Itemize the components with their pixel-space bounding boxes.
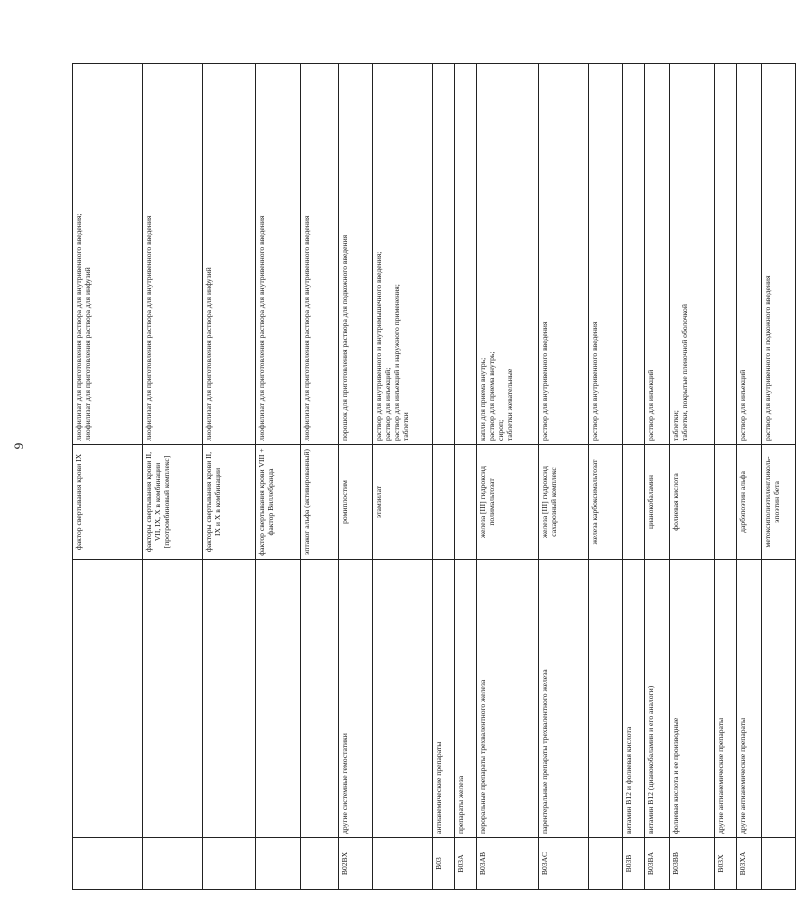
group-name-cell: другие антианемические препараты	[737, 560, 762, 838]
table-row	[477, 64, 539, 890]
drug-name-cell: дарбэпоэтин альфа	[737, 445, 762, 560]
dosage-form-line: лиофилизат для приготовления раствора для внутривенного введения	[302, 215, 311, 441]
table-row	[373, 64, 433, 890]
dosage-form-cell	[623, 64, 645, 445]
atc-code-cell: B03AB	[477, 838, 539, 890]
table-row	[737, 64, 762, 890]
dosage-form-line: раствор для инъекций	[646, 369, 655, 441]
dosage-form-line: таблетки;	[671, 410, 680, 441]
drug-name-cell: метоксиполиэтиленгликоль-эпоэтин бета	[762, 445, 796, 560]
table-row	[203, 64, 256, 890]
dosage-form-line: таблетки, покрытые пленочной оболочкой	[679, 304, 689, 441]
dosage-form-line: лиофилизат для приготовления раствора для внутривенного введения	[257, 215, 266, 441]
dosage-form-cell	[737, 64, 762, 445]
dosage-form-line: раствор для приема внутрь;	[486, 351, 496, 441]
drug-name-cell	[715, 445, 737, 560]
atc-code-cell: B03B	[623, 838, 645, 890]
atc-code-cell: B03X	[715, 838, 737, 890]
atc-code-cell: B03XA	[737, 838, 762, 890]
group-name-cell	[301, 560, 339, 838]
table-row	[670, 64, 715, 890]
table-row	[645, 64, 670, 890]
atc-code-cell	[373, 838, 433, 890]
group-name-cell: препараты железа	[455, 560, 477, 838]
table-row	[762, 64, 796, 890]
drug-name-cell: фолиевая кислота	[670, 445, 715, 560]
atc-code-cell	[301, 838, 339, 890]
atc-code-cell	[73, 838, 143, 890]
table-row	[455, 64, 477, 890]
group-name-cell: витамин B12 (цианокобаламин и его аналоги)	[645, 560, 670, 838]
dosage-form-line: раствор для инъекций;	[382, 367, 392, 441]
group-name-cell	[143, 560, 203, 838]
drug-name-cell: фактор свертывания крови VIII + фактор Виллебранда	[256, 445, 301, 560]
dosage-form-line: раствор для внутривенного и внутримышечного введения;	[374, 251, 383, 441]
dosage-form-cell	[539, 64, 589, 445]
drug-name-cell: эптаког альфа (активированный)	[301, 445, 339, 560]
dosage-form-line: лиофилизат для приготовления раствора для инфузий	[204, 267, 213, 441]
atc-code-cell	[589, 838, 623, 890]
atc-code-cell: B03AC	[539, 838, 589, 890]
dosage-form-line: раствор для инъекций и наружного применения;	[391, 284, 401, 441]
group-name-cell: парентеральные препараты трехвалентного железа	[539, 560, 589, 838]
atc-code-cell: B03BA	[645, 838, 670, 890]
atc-code-cell	[143, 838, 203, 890]
table-row	[715, 64, 737, 890]
group-name-cell: другие системные гемостатики	[339, 560, 373, 838]
drug-name-cell: фактор свертывания крови IX	[73, 445, 143, 560]
dosage-form-cell	[301, 64, 339, 445]
drug-name-cell: железа [III] гидроксид полимальтозат	[477, 445, 539, 560]
drug-name-cell: цианокобаламин	[645, 445, 670, 560]
table-row	[339, 64, 373, 890]
dosage-form-cell	[143, 64, 203, 445]
group-name-cell	[762, 560, 796, 838]
dosage-form-line: таблетки жевательные	[504, 368, 514, 441]
drug-table	[72, 63, 796, 890]
group-name-cell: витамин B12 и фолиевая кислота	[623, 560, 645, 838]
group-name-cell	[203, 560, 256, 838]
group-name-cell	[256, 560, 301, 838]
dosage-form-cell	[339, 64, 373, 445]
table-row	[73, 64, 143, 890]
dosage-form-line: таблетки	[400, 412, 410, 441]
dosage-form-cell	[73, 64, 143, 445]
dosage-form-cell	[256, 64, 301, 445]
drug-name-cell: железа карбоксимальтозат	[589, 445, 623, 560]
drug-name-cell: факторы свертывания крови II, VII, IX, X в комбинации [протромбиновый комплекс]	[143, 445, 203, 560]
drug-name-cell: факторы свертывания крови II, IX и X в комбинации	[203, 445, 256, 560]
table-row	[589, 64, 623, 890]
dosage-form-line: раствор для внутривенного и подкожного введения	[763, 275, 772, 441]
group-name-cell: пероральные препараты трехвалентного железа	[477, 560, 539, 838]
group-name-cell	[589, 560, 623, 838]
dosage-form-line: лиофилизат для приготовления раствора для внутривенного введения;	[74, 213, 83, 441]
dosage-form-line: раствор для внутривенного введения	[590, 321, 599, 441]
dosage-form-cell	[715, 64, 737, 445]
dosage-form-cell	[455, 64, 477, 445]
drug-name-cell	[623, 445, 645, 560]
table-row	[623, 64, 645, 890]
dosage-form-cell	[477, 64, 539, 445]
drug-name-cell: этамзилат	[373, 445, 433, 560]
dosage-form-cell	[203, 64, 256, 445]
atc-code-cell	[256, 838, 301, 890]
atc-code-cell: B03BB	[670, 838, 715, 890]
table-row	[256, 64, 301, 890]
dosage-form-line: раствор для инъекций	[738, 369, 747, 441]
dosage-form-cell	[645, 64, 670, 445]
drug-name-cell: железа [III] гидроксид сахарозный комплекс	[539, 445, 589, 560]
drug-name-cell	[433, 445, 455, 560]
dosage-form-cell	[589, 64, 623, 445]
page-number: 9	[11, 442, 26, 450]
table-row	[301, 64, 339, 890]
dosage-form-cell	[433, 64, 455, 445]
group-name-cell: фолиевая кислота и ее производные	[670, 560, 715, 838]
dosage-form-line: лиофилизат для приготовления раствора для инфузий	[82, 267, 92, 441]
dosage-form-cell	[373, 64, 433, 445]
drug-table-container	[72, 64, 781, 890]
dosage-form-line: сироп;	[495, 419, 505, 441]
dosage-form-line: раствор для внутривенного введения	[540, 321, 549, 441]
table-row	[143, 64, 203, 890]
dosage-form-line: порошок для приготовления раствора для подкожного введения	[340, 234, 349, 441]
dosage-form-line: капли для приема внутрь;	[478, 357, 487, 441]
group-name-cell	[373, 560, 433, 838]
atc-code-cell: B02BX	[339, 838, 373, 890]
dosage-form-cell	[670, 64, 715, 445]
dosage-form-cell	[762, 64, 796, 445]
atc-code-cell	[762, 838, 796, 890]
table-row	[539, 64, 589, 890]
drug-name-cell: ромиплостим	[339, 445, 373, 560]
dosage-form-line: лиофилизат для приготовления раствора для внутривенного введения	[144, 215, 153, 441]
table-row	[433, 64, 455, 890]
group-name-cell: другие антианемические препараты	[715, 560, 737, 838]
atc-code-cell: B03	[433, 838, 455, 890]
atc-code-cell	[203, 838, 256, 890]
atc-code-cell: B03A	[455, 838, 477, 890]
group-name-cell: антианемические препараты	[433, 560, 455, 838]
group-name-cell	[73, 560, 143, 838]
drug-name-cell	[455, 445, 477, 560]
